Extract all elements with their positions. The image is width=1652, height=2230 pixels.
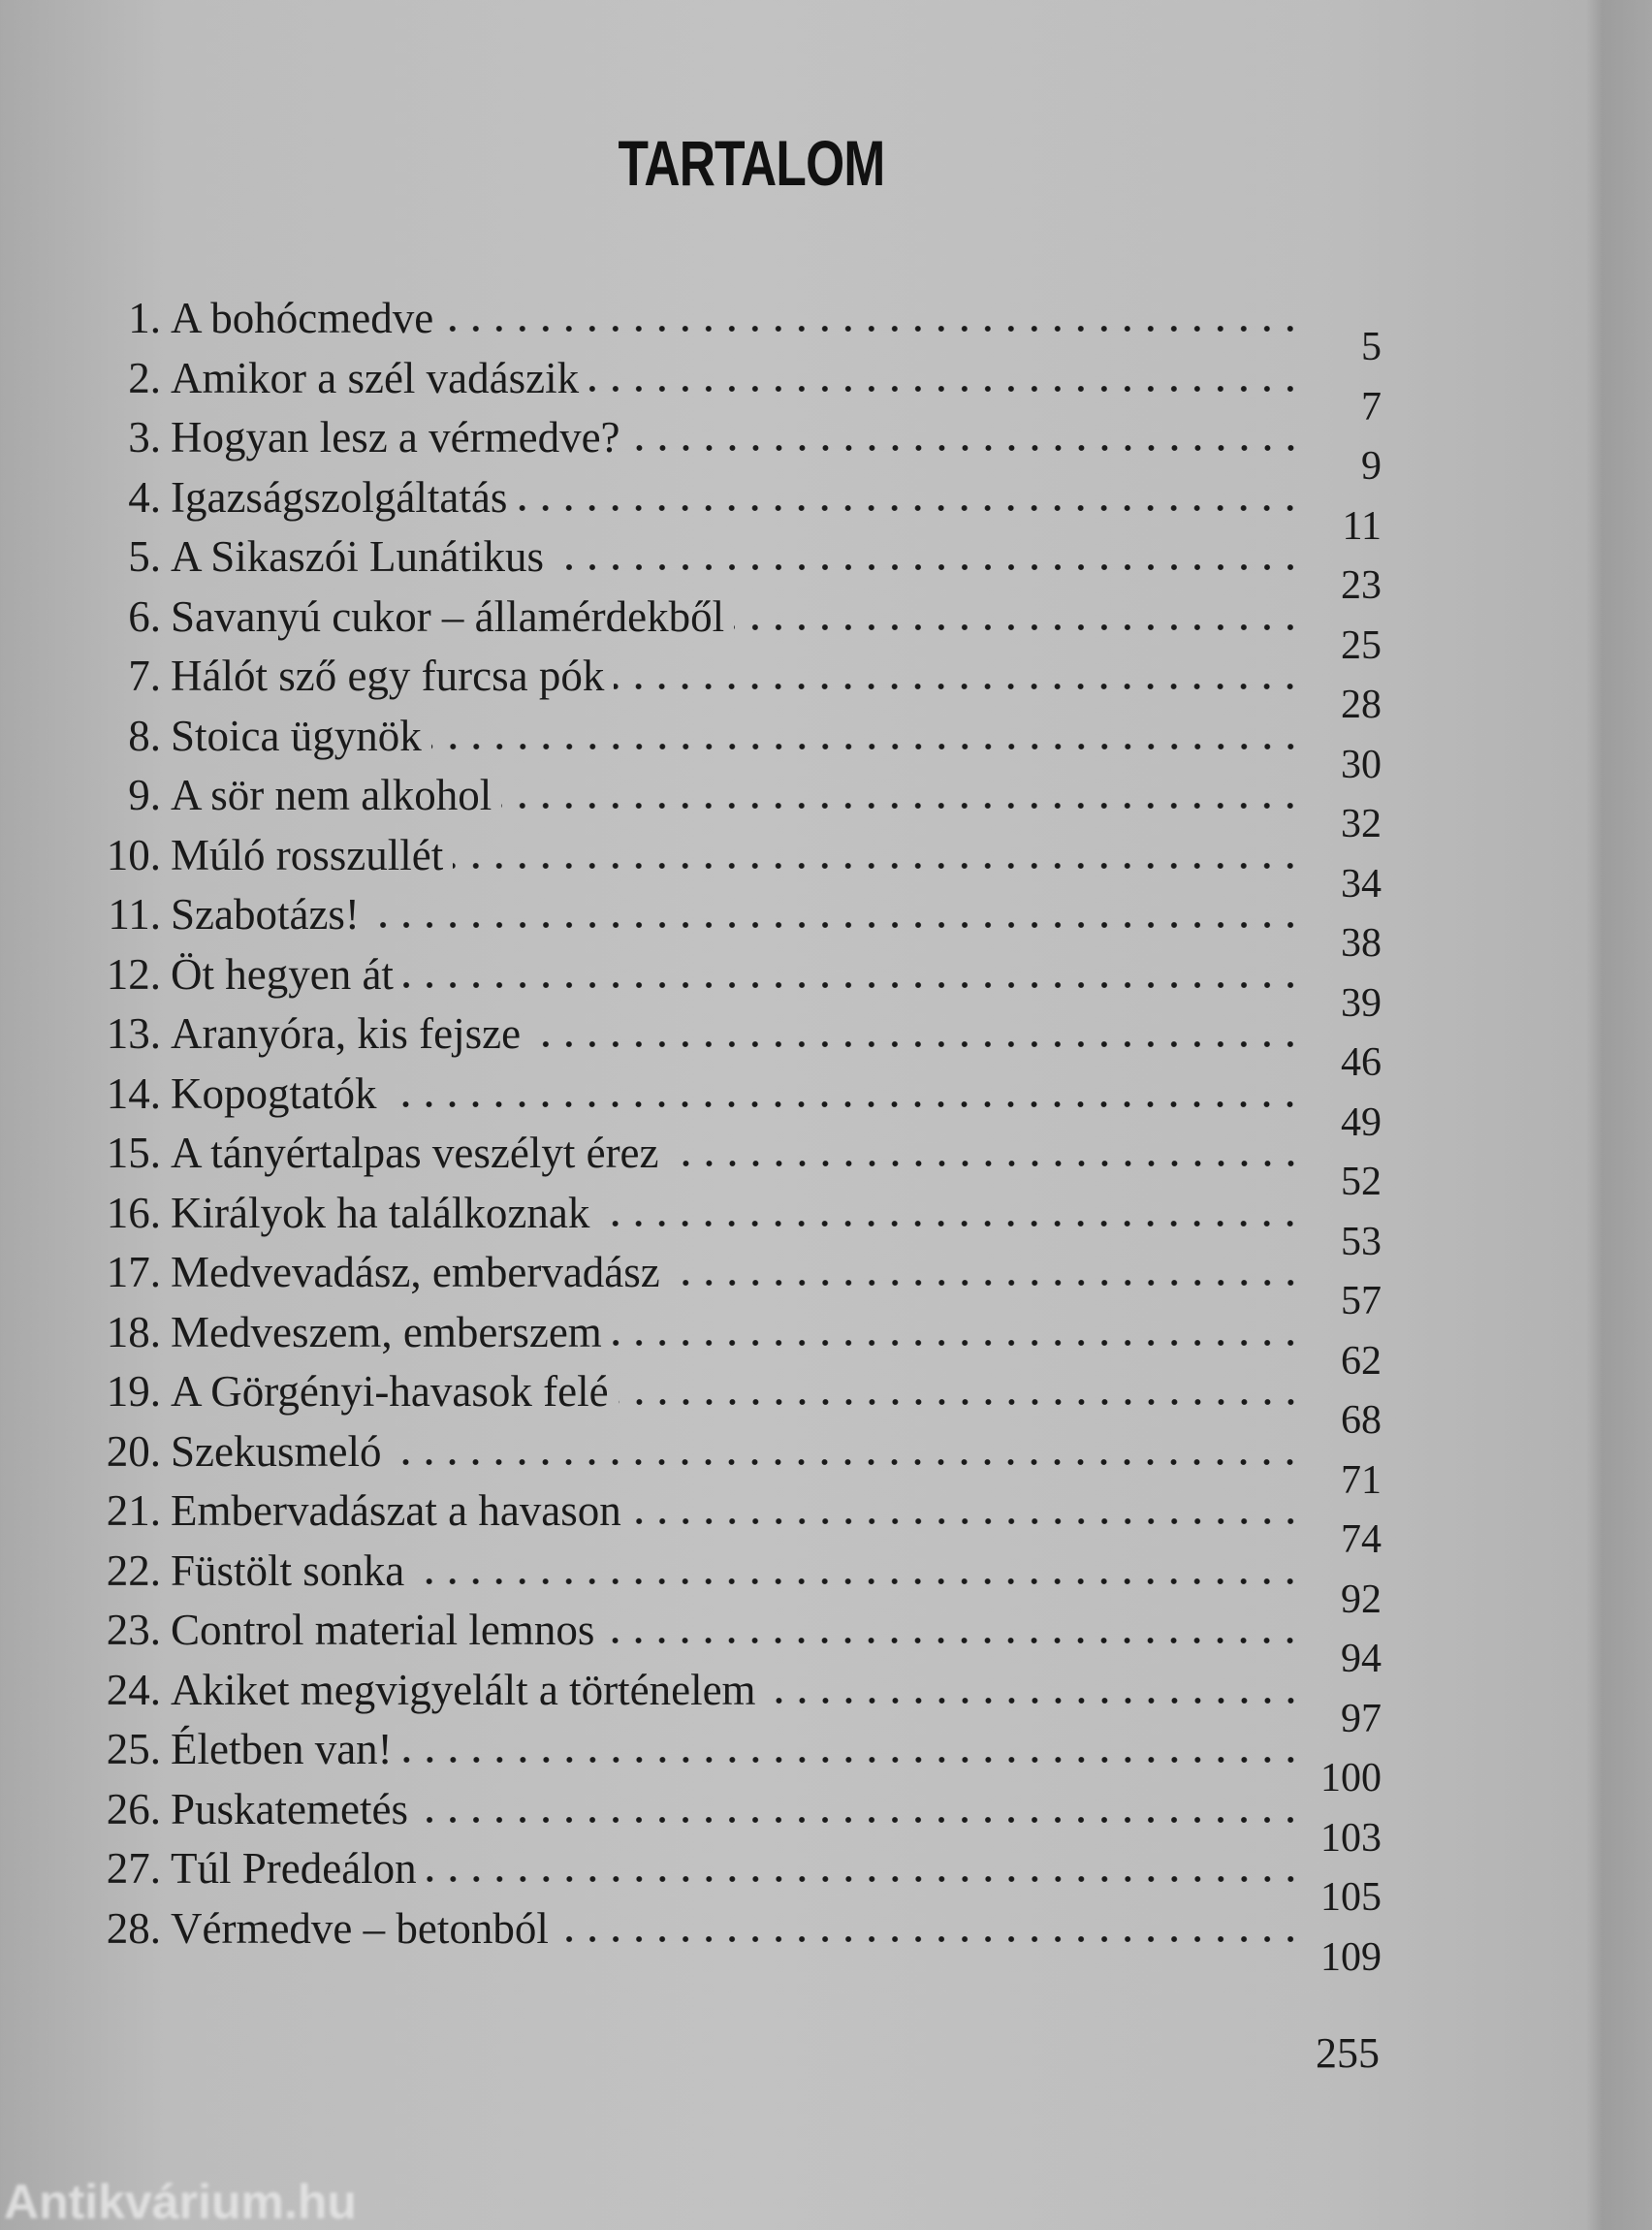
entry-number: 25. xyxy=(106,1725,161,1773)
entry-page: 100 xyxy=(1320,1756,1382,1800)
entry-page: 52 xyxy=(1341,1160,1382,1204)
toc-entry xyxy=(87,1065,1382,1145)
entry-title: Aranyóra, kis fejsze xyxy=(171,1009,522,1058)
entry-number: 28. xyxy=(106,1903,161,1953)
entry-title: Vérmedve – betonból xyxy=(171,1903,549,1953)
entry-page: 34 xyxy=(1341,861,1382,907)
dot-leader xyxy=(630,444,1302,452)
dot-leader xyxy=(734,623,1302,631)
entry-title: Kopogtatók xyxy=(171,1068,377,1118)
toc-entry xyxy=(87,289,1382,369)
dot-leader xyxy=(427,1875,1302,1883)
entry-number: 20. xyxy=(106,1426,161,1476)
entry-title: Múló rosszullét xyxy=(171,830,444,879)
entry-page: 49 xyxy=(1341,1099,1382,1145)
entry-title: Medveszem, emberszem xyxy=(171,1307,602,1356)
dot-leader xyxy=(614,683,1302,690)
toc-entry xyxy=(87,468,1382,549)
toc-entry xyxy=(87,1899,1382,1980)
entry-title: A Sikaszói Lunátikus xyxy=(171,532,544,581)
dot-leader xyxy=(402,1756,1302,1764)
entry-page: 38 xyxy=(1341,921,1382,966)
toc-entry xyxy=(87,1243,1382,1323)
toc-entry xyxy=(87,1780,1382,1861)
entry-title: Füstölt sonka xyxy=(171,1545,405,1595)
entry-number: 19. xyxy=(106,1367,161,1416)
entry-page: 11 xyxy=(1342,503,1382,549)
toc-entry xyxy=(87,1004,1382,1085)
entry-title: Öt hegyen át xyxy=(171,949,394,999)
dot-leader xyxy=(369,921,1302,929)
dot-leader xyxy=(414,1577,1302,1585)
dot-leader xyxy=(612,1339,1302,1347)
toc-entry xyxy=(87,1184,1382,1264)
entry-title: Stoica ügynök xyxy=(171,711,422,760)
entry-page: 68 xyxy=(1341,1398,1382,1443)
entry-number: 10. xyxy=(106,830,161,879)
entry-page: 74 xyxy=(1341,1517,1382,1562)
entry-number: 27. xyxy=(106,1844,161,1893)
entry-number: 23. xyxy=(106,1606,161,1654)
entry-title: Királyok ha találkoznak xyxy=(171,1188,590,1237)
entry-title: Hogyan lesz a vérmedve? xyxy=(171,413,620,462)
dot-leader xyxy=(670,1279,1302,1287)
entry-number: 1. xyxy=(128,294,161,342)
dot-leader xyxy=(631,1517,1302,1525)
entry-title: Savanyú cukor – államérdekből xyxy=(171,591,725,641)
dot-leader xyxy=(391,1458,1302,1466)
page-title: TARTALOM xyxy=(618,127,885,199)
toc-entry xyxy=(87,588,1382,668)
entry-page: 5 xyxy=(1361,325,1382,369)
toc-entry xyxy=(87,1661,1382,1741)
dot-leader xyxy=(501,802,1302,810)
toc-entry xyxy=(87,527,1382,608)
entry-page: 25 xyxy=(1341,622,1382,668)
entry-title: Túl Predeálon xyxy=(171,1844,417,1893)
entry-title: Hálót sző egy furcsa pók xyxy=(171,652,605,700)
entry-number: 4. xyxy=(128,472,161,522)
entry-title: A tányértalpas veszélyt érez xyxy=(171,1129,659,1177)
entry-number: 12. xyxy=(106,949,161,999)
entry-number: 17. xyxy=(106,1248,161,1296)
entry-title: A Görgényi-havasok felé xyxy=(171,1367,609,1416)
toc-entry xyxy=(87,1839,1382,1920)
dot-leader xyxy=(558,1935,1302,1943)
entry-page: 28 xyxy=(1341,683,1382,727)
entry-page: 30 xyxy=(1341,742,1382,787)
dot-leader xyxy=(588,385,1302,393)
entry-page: 23 xyxy=(1341,563,1382,608)
entry-title: A bohócmedve xyxy=(171,294,434,342)
entry-page: 71 xyxy=(1341,1457,1382,1503)
entry-page: 7 xyxy=(1361,384,1382,430)
entry-title: A sör nem alkohol xyxy=(171,771,492,819)
dot-leader xyxy=(530,1040,1302,1048)
dot-leader xyxy=(669,1160,1302,1167)
entry-page: 105 xyxy=(1320,1875,1382,1920)
toc-entry xyxy=(87,1362,1382,1443)
page-number: 255 xyxy=(1316,2029,1380,2077)
toc-entry xyxy=(87,766,1382,846)
entry-number: 21. xyxy=(106,1486,161,1535)
dot-leader xyxy=(443,325,1302,333)
entry-title: Embervadászat a havason xyxy=(171,1486,621,1535)
entry-number: 5. xyxy=(128,532,161,581)
entry-page: 92 xyxy=(1341,1577,1382,1622)
dot-leader xyxy=(431,743,1302,750)
entry-title: Igazságszolgáltatás xyxy=(171,472,508,522)
dot-leader xyxy=(554,563,1302,571)
entry-page: 9 xyxy=(1361,444,1382,489)
entry-page: 109 xyxy=(1320,1934,1382,1980)
toc-entry xyxy=(87,1720,1382,1800)
entry-title: Szekusmeló xyxy=(171,1426,382,1476)
toc-entry xyxy=(87,707,1382,787)
entry-number: 6. xyxy=(128,591,161,641)
entry-number: 14. xyxy=(106,1068,161,1118)
entry-title: Medvevadász, embervadász xyxy=(171,1248,660,1296)
toc-entry xyxy=(87,1481,1382,1562)
entry-title: Puskatemetés xyxy=(171,1784,408,1833)
entry-title: Szabotázs! xyxy=(171,890,360,939)
entry-number: 16. xyxy=(106,1188,161,1237)
entry-page: 103 xyxy=(1320,1815,1382,1861)
toc-entry xyxy=(87,945,1382,1026)
entry-number: 3. xyxy=(128,413,161,462)
toc-entry xyxy=(87,408,1382,489)
dot-leader xyxy=(418,1816,1302,1824)
entry-title: Életben van! xyxy=(171,1725,393,1773)
dot-leader xyxy=(386,1100,1302,1108)
entry-page: 46 xyxy=(1341,1040,1382,1085)
entry-title: Amikor a szél vadászik xyxy=(171,353,580,402)
entry-page: 62 xyxy=(1341,1338,1382,1384)
dot-leader xyxy=(604,1637,1302,1644)
entry-number: 13. xyxy=(106,1009,161,1058)
entry-page: 32 xyxy=(1341,802,1382,846)
toc-entry xyxy=(87,1124,1382,1204)
watermark: Antikvárium.hu xyxy=(4,2175,357,2229)
table-of-contents xyxy=(87,289,1382,1980)
entry-page: 53 xyxy=(1341,1219,1382,1264)
toc-entry xyxy=(87,647,1382,727)
entry-title: Akiket megvigyelált a történelem xyxy=(171,1665,756,1714)
entry-number: 22. xyxy=(106,1545,161,1595)
entry-number: 8. xyxy=(128,711,161,760)
toc-entry xyxy=(87,885,1382,966)
entry-number: 7. xyxy=(128,652,161,700)
entry-number: 24. xyxy=(106,1665,161,1714)
entry-page: 94 xyxy=(1341,1637,1382,1681)
toc-entry xyxy=(87,826,1382,907)
toc-entry xyxy=(87,1422,1382,1503)
entry-title: Control material lemnos xyxy=(171,1606,595,1654)
dot-leader xyxy=(619,1398,1302,1406)
entry-number: 15. xyxy=(106,1129,161,1177)
entry-number: 26. xyxy=(106,1784,161,1833)
entry-number: 9. xyxy=(128,771,161,819)
toc-entry xyxy=(87,1601,1382,1681)
entry-page: 39 xyxy=(1341,980,1382,1026)
dot-leader xyxy=(766,1697,1302,1704)
entry-number: 11. xyxy=(108,890,161,939)
toc-entry xyxy=(87,1542,1382,1622)
entry-number: 18. xyxy=(106,1307,161,1356)
entry-number: 2. xyxy=(128,353,161,402)
entry-page: 57 xyxy=(1341,1279,1382,1323)
toc-entry xyxy=(87,349,1382,430)
dot-leader xyxy=(517,504,1302,512)
dot-leader xyxy=(453,862,1302,870)
toc-entry xyxy=(87,1303,1382,1384)
entry-page: 97 xyxy=(1341,1696,1382,1741)
dot-leader xyxy=(403,981,1302,989)
dot-leader xyxy=(599,1220,1302,1227)
